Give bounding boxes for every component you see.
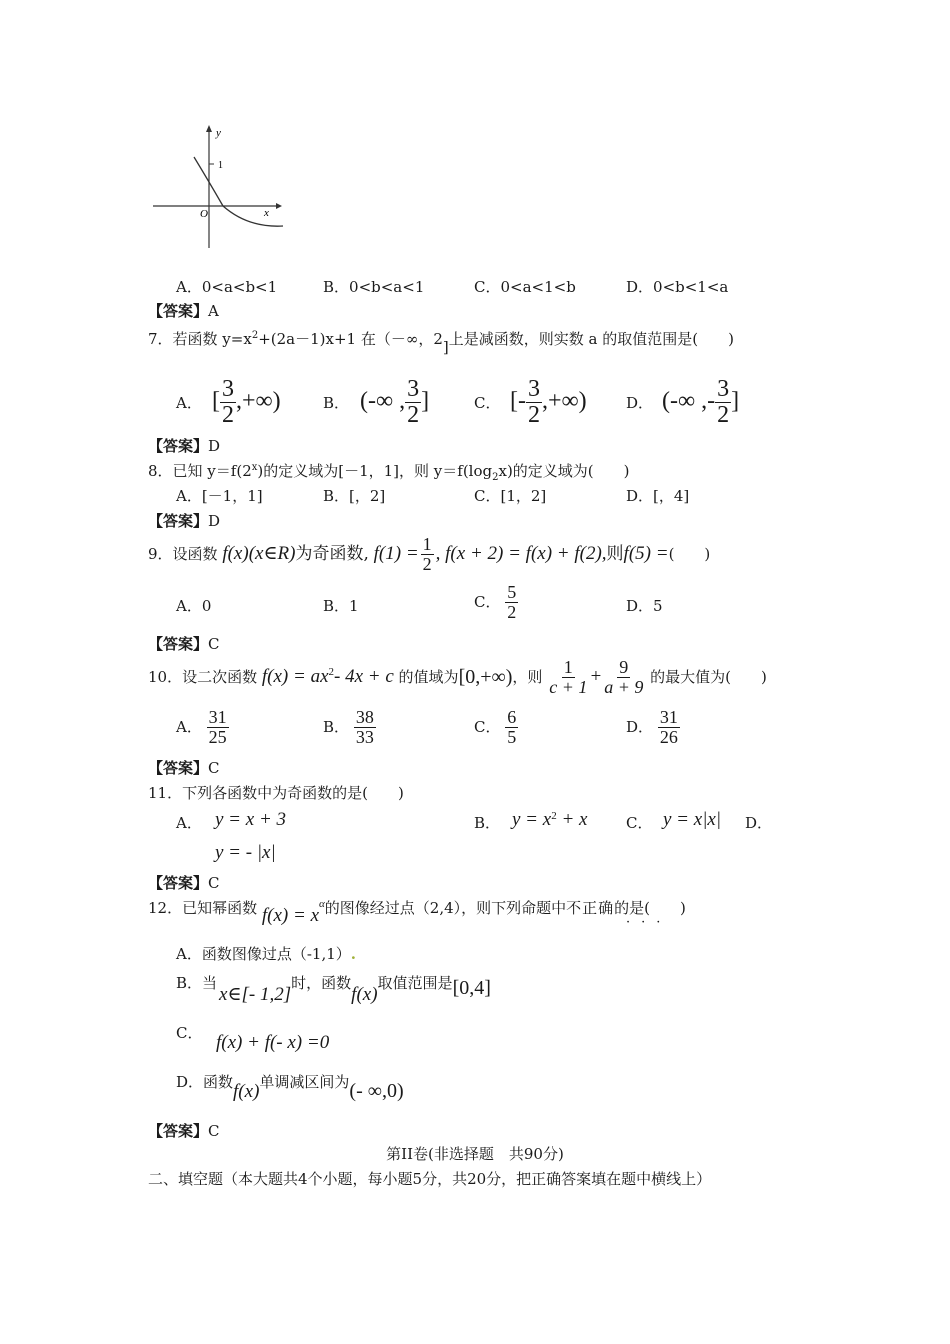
y-axis-label: y — [216, 127, 221, 139]
one-tick-label: 1 — [218, 160, 223, 171]
q7-answer: 【答案】D — [148, 437, 221, 455]
q10-option-d: D． $\frac{31}{26}$ — [626, 707, 678, 747]
x-axis-label: x — [264, 207, 269, 219]
q9-option-d: D．5 — [626, 597, 663, 615]
section-title: 第II卷(非选择题 共90分) — [386, 1145, 564, 1163]
q11-label-b: B． — [474, 814, 501, 832]
q7-option-b: (-∞ , $\frac{3}{2}$ ] — [360, 376, 430, 429]
q11-answer: 【答案】C — [148, 874, 220, 892]
q7-option-c: [- $\frac{3}{2}$ ,+∞) — [510, 376, 587, 429]
q12-option-a: A．函数图像过点（-1,1）. — [176, 945, 356, 963]
q9-option-a: A．0 — [176, 597, 212, 615]
q6-option-a: A．0<a<b<1 — [176, 278, 278, 296]
q12-emphasis: 不正确 — [566, 899, 615, 918]
q7-option-a: [ $\frac{3}{2}$ ,+∞) — [212, 376, 281, 429]
emphasis-dots: ··· — [626, 915, 672, 930]
q8-option-c: C．[1，2] — [474, 487, 547, 505]
q6-option-d: D．0<b<1<a — [626, 278, 729, 296]
q6-answer: 【答案】A — [148, 302, 219, 320]
q10-stem: 10．设二次函数 f(x) = ax $^2$ - 4x + c 的值域为 [0,+∞) ，则 $\frac{1}{c + 1}$ + $\frac{9}{a + 9}$ 的最大值为( ) — [148, 657, 767, 697]
q9-answer: 【答案】C — [148, 635, 220, 653]
q12-option-d: D．函数 f(x) 单调减区间为 (- ∞,0) — [176, 1073, 404, 1102]
q8-option-d: D．[，4] — [626, 487, 690, 505]
q8-option-a: A．[－1，1] — [176, 487, 263, 505]
q7-label-d: D． — [626, 394, 654, 412]
q8-answer: 【答案】D — [148, 512, 221, 530]
q12-answer: 【答案】C — [148, 1122, 220, 1140]
q7-option-d: (-∞ ,- $\frac{3}{2}$ ] — [662, 376, 740, 429]
q12-option-c: f(x) + f(- x) =0 — [216, 1032, 330, 1053]
q11-label-d: D． — [745, 814, 773, 832]
function-graph — [148, 120, 288, 255]
q11-option-a: y = x + 3 — [215, 809, 287, 830]
q10-option-b: B． $\frac{38}{33}$ — [323, 707, 374, 747]
q6-option-c: C．0<a<1<b — [474, 278, 576, 296]
q6-option-b: B．0<b<a<1 — [323, 278, 425, 296]
q7-stem: 7．若函数 $y=x^2+(2a-1)x+1$ 在（－∞，2]上是减函数，则实数 a 的取值范围是( ) — [148, 330, 734, 356]
q11-option-d: y = - |x| — [215, 842, 276, 863]
q9-option-c: C． $\frac{5}{2}$ — [474, 582, 517, 622]
q7-label-c: C． — [474, 394, 501, 412]
origin-label: O — [200, 208, 208, 220]
q8-stem: 8．已知 $y=f(2^x)$的定义域为[－1，1]，则 $y=f(\log_2x)$的定义域为( ) — [148, 462, 630, 483]
q12-stem: 12．已知幂函数 f(x) = x $^\alpha$ 的图像经过点（2,4），则下列命题中 不正确 的是( ) — [148, 898, 686, 926]
section-instruction: 二、填空题（本大题共4个小题，每小题5分，共20分，把正确答案填在题中横线上） — [148, 1170, 712, 1188]
q11-label-a: A． — [176, 814, 202, 832]
q12-label-c: C． — [176, 1024, 203, 1042]
q7-label-b: B． — [323, 394, 350, 412]
q11-label-c: C． — [626, 814, 653, 832]
q12-option-b: B．当 x∈[- 1,2] 时，函数 f(x) 取值范围是 [0,4] — [176, 974, 491, 1005]
q9-stem: 9．设函数 f(x)(x∈R) 为奇函数, f(1) = $\frac{1}{2}$ , f(x + 2) = f(x) + f(2), 则 f(5) = ( ) — [148, 534, 711, 574]
q10-option-a: A． $\frac{31}{25}$ — [176, 707, 227, 747]
q10-option-c: C． $\frac{6}{5}$ — [474, 707, 517, 747]
q11-option-c: y = x|x| — [663, 809, 722, 830]
q9-option-b: B．1 — [323, 597, 359, 615]
q10-answer: 【答案】C — [148, 759, 220, 777]
q11-stem: 11．下列各函数中为奇函数的是( ) — [148, 784, 404, 802]
q11-option-b: $y = x^2 + x$ — [512, 809, 588, 830]
q7-label-a: A． — [176, 394, 202, 412]
q8-option-b: B．[，2] — [323, 487, 386, 505]
